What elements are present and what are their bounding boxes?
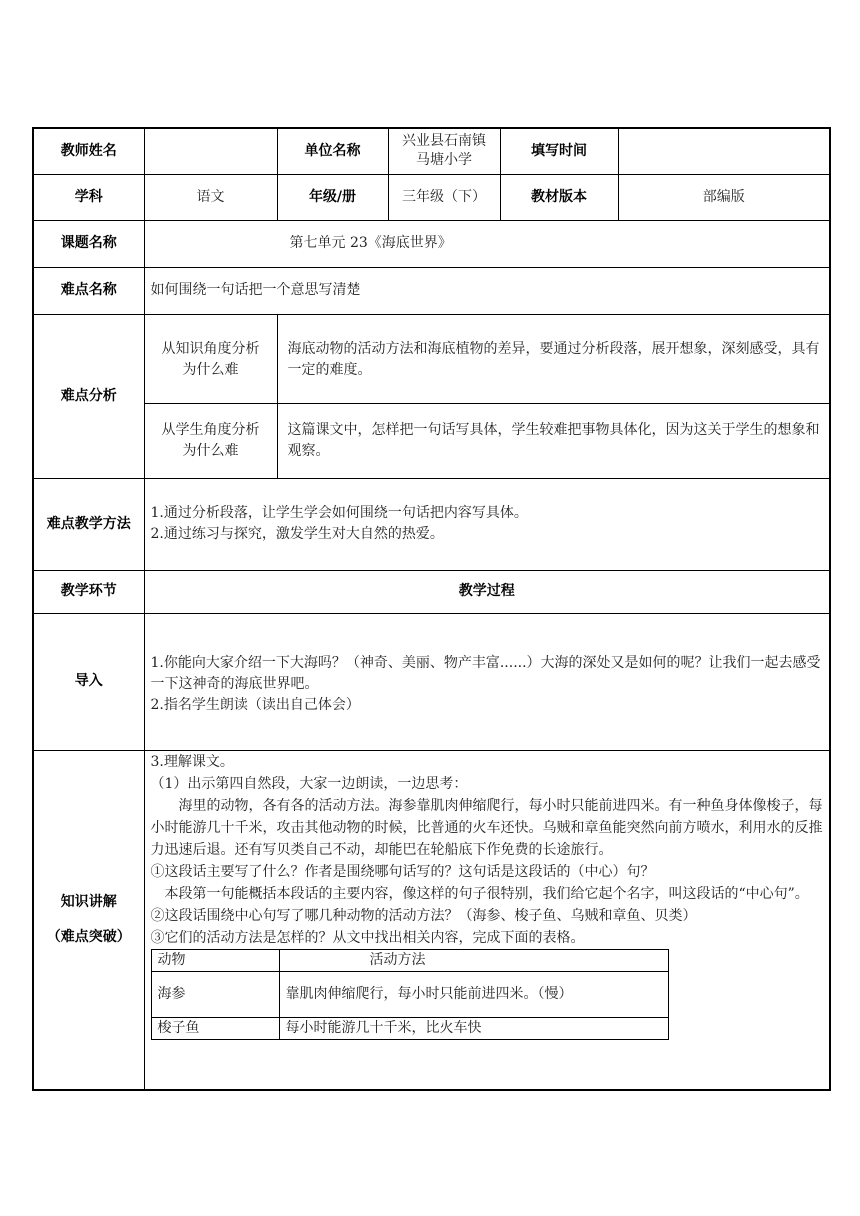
difficulty-label: 难点名称 bbox=[33, 267, 144, 314]
knowledge-angle-label bbox=[144, 314, 277, 403]
topic-label: 课题名称 bbox=[33, 220, 144, 267]
grade-value: 三年级（下） bbox=[388, 174, 500, 220]
analysis-label: 难点分析 bbox=[33, 314, 144, 478]
knowledge-p6: ②这段话围绕中心句写了哪几种动物的活动方法？（海参、梭子鱼、乌贼和章鱼、贝类） bbox=[150, 907, 697, 924]
knowledge-p2: （1）出示第四自然段，大家一边朗读，一边思考： bbox=[150, 775, 468, 792]
topic-text: 第七单元 23《海底世界》 bbox=[289, 235, 452, 251]
process-title: 教学过程 bbox=[144, 570, 830, 613]
fill-date-label: 填写时间 bbox=[500, 128, 618, 174]
table-row-method: 靠肌肉伸缩爬行，每小时只能前进四米。（慢） bbox=[279, 971, 668, 1017]
intro-label: 导入 bbox=[33, 613, 144, 750]
knowledge-p3: 海里的动物，各有各的活动方法。海参靠肌肉伸缩爬行，每小时只能前进四米。有一种鱼身体像梭子，每小时能游几十千米，攻击其他动物的时候，比普通的火车还快。乌贼和章鱼能突然向前方喷水，利用水的反推力迅速后退。还有写贝类自己不动，却能巴在轮船底下作免费的长途旅行。 bbox=[150, 797, 823, 858]
table-header-animal: 动物 bbox=[151, 949, 279, 971]
student-angle-line-2: 为什么难 bbox=[182, 442, 239, 459]
edition-value: 部编版 bbox=[618, 174, 830, 220]
knowledge-p1: 3.理解课文。 bbox=[150, 753, 234, 770]
knowledge-p7: ③它们的活动方法是怎样的？从文中找出相关内容，完成下面的表格。 bbox=[150, 929, 585, 946]
knowledge-content bbox=[144, 750, 830, 1090]
unit-name-label: 单位名称 bbox=[277, 128, 388, 174]
student-angle-text bbox=[277, 403, 830, 478]
table-row-animal: 海参 bbox=[151, 971, 279, 1017]
subject-label: 学科 bbox=[33, 174, 144, 220]
grade-label: 年级/册 bbox=[277, 174, 388, 220]
teacher-name-label: 教师姓名 bbox=[33, 128, 144, 174]
activity-method-table bbox=[151, 949, 669, 1040]
unit-name-line-1: 兴业县石南镇 bbox=[402, 133, 486, 150]
intro-text bbox=[144, 613, 830, 750]
table-row-method: 每小时能游几十千米，比火车快 bbox=[279, 1017, 668, 1039]
knowledge-angle-line-1: 从知识角度分析 bbox=[161, 340, 260, 357]
intro-line-2: 2.指名学生朗读（读出自己体会） bbox=[150, 697, 360, 713]
edition-label: 教材版本 bbox=[500, 174, 618, 220]
unit-name-line-2: 马塘小学 bbox=[416, 152, 472, 169]
unit-name-value bbox=[388, 128, 500, 174]
knowledge-label-line-1: 知识讲解 bbox=[60, 893, 117, 910]
knowledge-angle-line-2: 为什么难 bbox=[182, 361, 239, 378]
intro-line-1: 1.你能向大家介绍一下大海吗？（神奇、美丽、物产丰富......）大海的深处又是如何的呢？让我们一起去感受一下这神奇的海底世界吧。 bbox=[150, 655, 821, 692]
student-angle-line-1: 从学生角度分析 bbox=[161, 421, 260, 438]
method-label: 难点教学方法 bbox=[33, 478, 144, 570]
knowledge-label bbox=[33, 750, 144, 1090]
subject-value: 语文 bbox=[144, 174, 277, 220]
process-stage-label: 教学环节 bbox=[33, 570, 144, 613]
knowledge-p5: 本段第一句能概括本段话的主要内容，像这样的句子很特别，我们给它起个名字，叫这段话的“中心句”。 bbox=[164, 885, 809, 902]
method-line-1: 1.通过分析段落，让学生学会如何围绕一句话把内容写具体。 bbox=[150, 504, 528, 521]
knowledge-angle-text bbox=[277, 314, 830, 403]
teacher-name-value bbox=[144, 128, 277, 174]
knowledge-angle-paragraph: 海底动物的活动方法和海底植物的差异，要通过分析段落，展开想象，深刻感受，具有一定的难度。 bbox=[287, 340, 820, 378]
fill-date-value bbox=[618, 128, 830, 174]
knowledge-label-line-2: （难点突破） bbox=[46, 928, 131, 945]
table-header-method: 活动方法 bbox=[279, 949, 668, 971]
difficulty-value: 如何围绕一句话把一个意思写清楚 bbox=[144, 267, 830, 314]
topic-value bbox=[144, 220, 830, 267]
lesson-plan-table bbox=[32, 127, 831, 1091]
table-row-animal: 梭子鱼 bbox=[151, 1017, 279, 1039]
student-angle-label bbox=[144, 403, 277, 478]
knowledge-p4: ①这段话主要写了什么？作者是围绕哪句话写的？这句话是这段话的（中心）句？ bbox=[150, 863, 655, 880]
method-line-2: 2.通过练习与探究，激发学生对大自然的热爱。 bbox=[150, 525, 444, 542]
method-text bbox=[144, 478, 830, 570]
student-angle-paragraph: 这篇课文中，怎样把一句话写具体，学生较难把事物具体化，因为这关于学生的想象和观察。 bbox=[287, 421, 820, 459]
